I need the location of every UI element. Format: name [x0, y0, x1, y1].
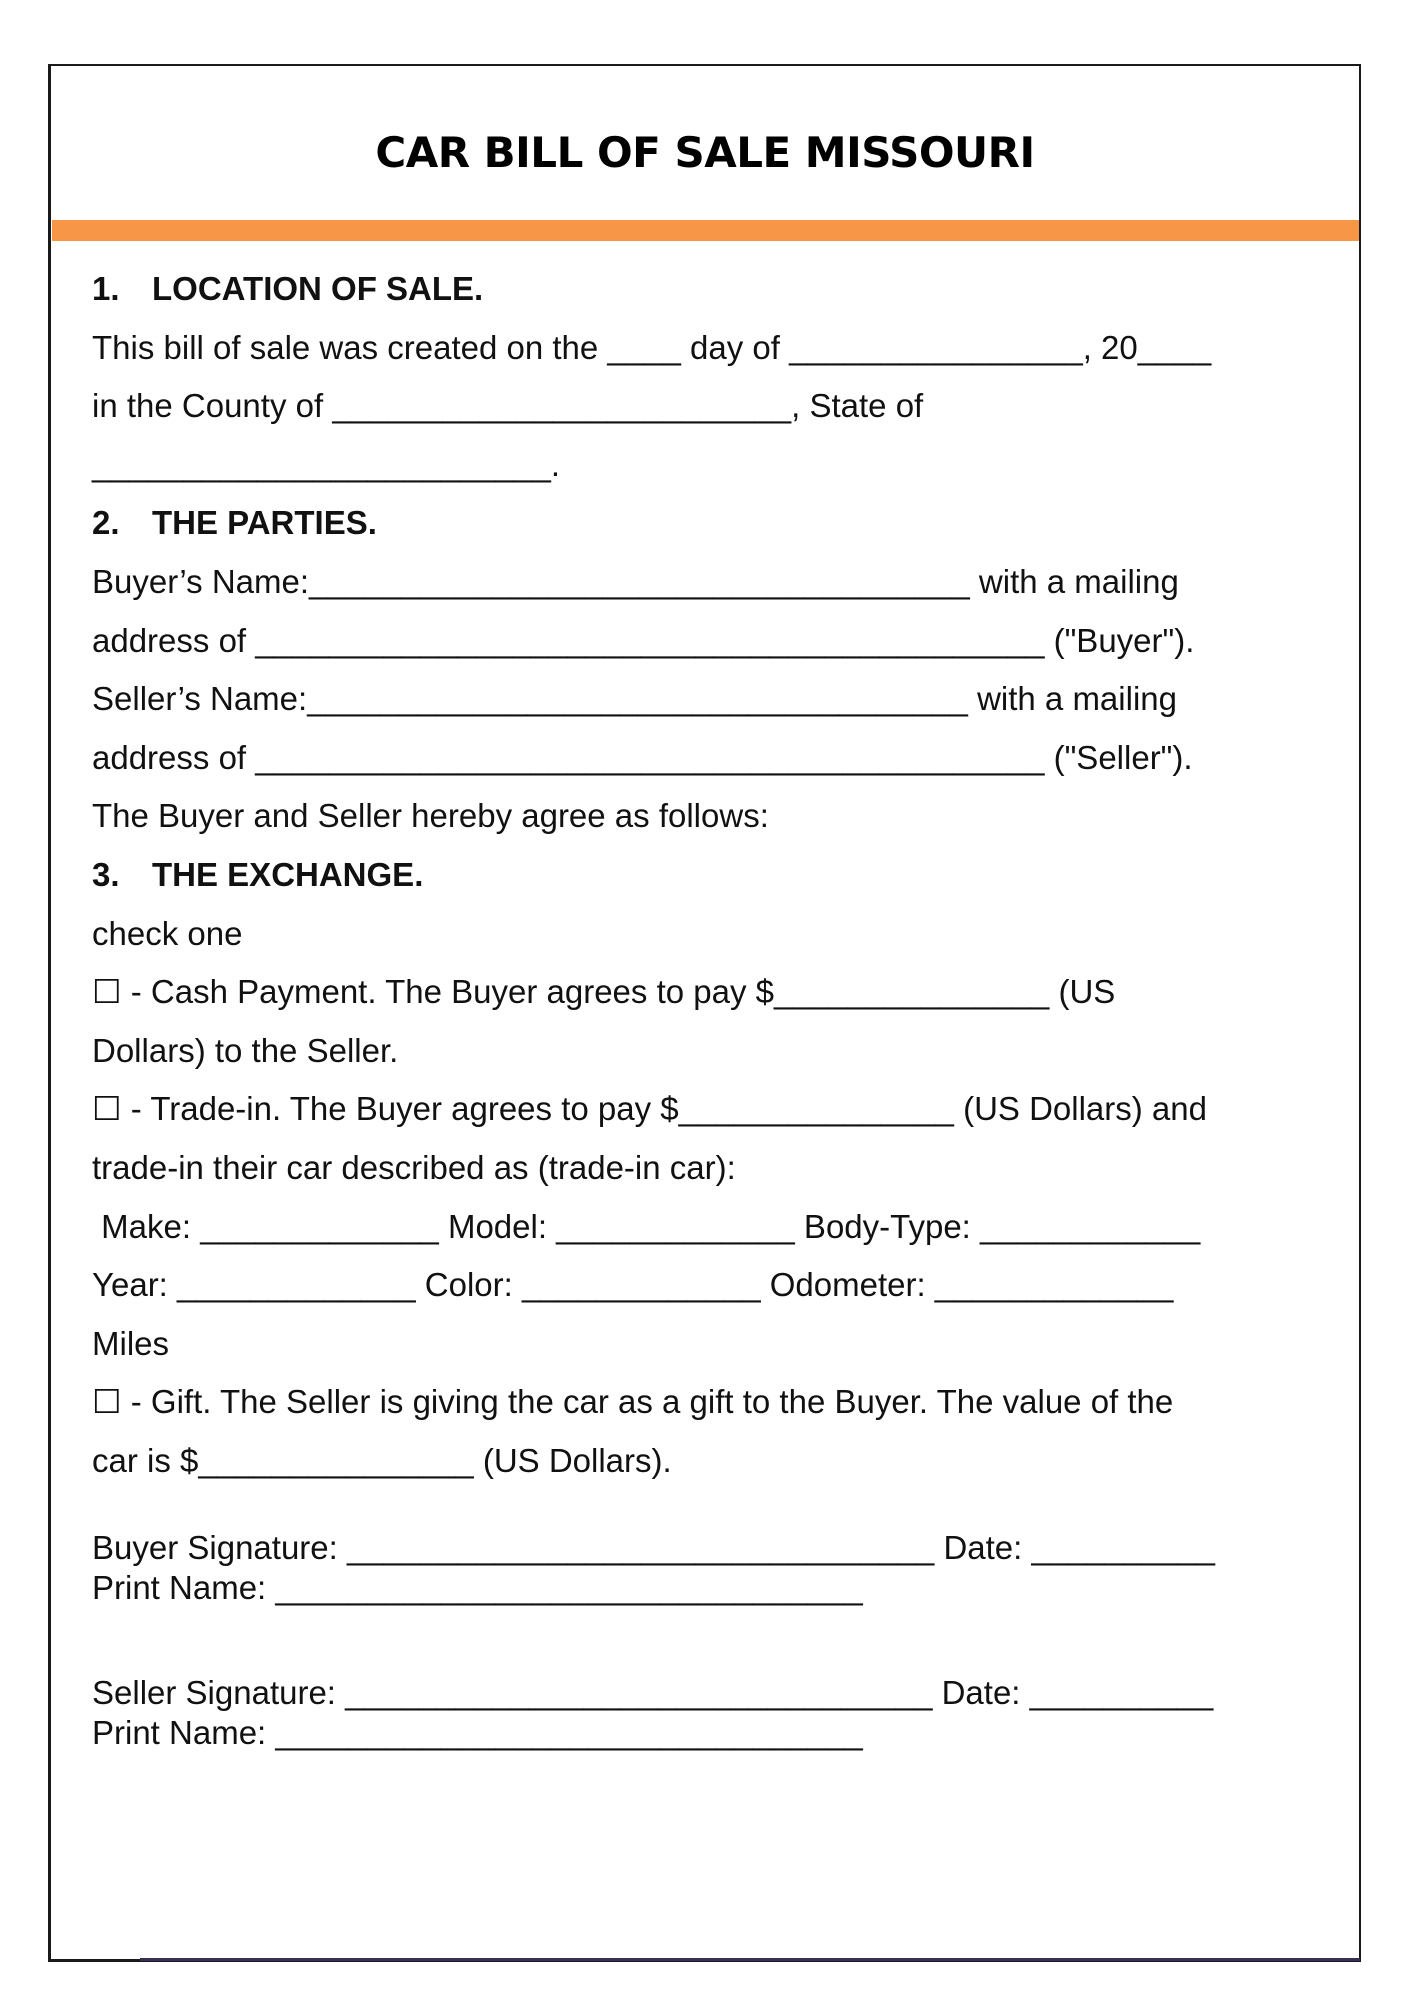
section-heading-location: [92, 260, 1342, 319]
trade-in-description: trade-in their car described as (trade-in car):: [92, 1148, 736, 1186]
trade-in-option[interactable]: [92, 1080, 1342, 1139]
seller-name-line[interactable]: Seller’s Name:____________________________________ with a mailing: [92, 680, 1177, 718]
section-title: THE PARTIES.: [152, 504, 377, 542]
section-number: 3.: [92, 855, 120, 893]
seller-address-line[interactable]: address of ___________________________________________ ("Seller").: [92, 738, 1193, 776]
section-heading-exchange: [92, 846, 1342, 905]
buyer-print-name-line[interactable]: Print Name: ________________________________: [92, 1569, 863, 1606]
section-title: LOCATION OF SALE.: [152, 270, 484, 307]
cash-payment-option[interactable]: [92, 963, 1342, 1022]
agreement-text: The Buyer and Seller hereby agree as follows:: [92, 797, 769, 835]
document-body: [92, 260, 1342, 1490]
cash-payment-checkbox[interactable]: ☐: [92, 973, 122, 1011]
trade-in-checkbox[interactable]: ☐: [92, 1090, 122, 1128]
buyer-name-line[interactable]: Buyer’s Name:____________________________________ with a mailing: [92, 562, 1179, 600]
section-number: 1.: [92, 270, 120, 307]
gift-label[interactable]: - Gift. The Seller is giving the car as a gift to the Buyer. The value of the: [121, 1383, 1174, 1421]
section-heading-parties: [92, 494, 1342, 553]
trade-in-year-color-line[interactable]: Year: _____________ Color: _____________ Odometer: _____________: [92, 1266, 1174, 1304]
seller-signature-line[interactable]: Seller Signature: ________________________________ Date: __________: [92, 1674, 1214, 1711]
section-title: THE EXCHANGE.: [152, 855, 424, 893]
county-state-line[interactable]: in the County of _________________________, State of: [92, 387, 924, 425]
buyer-signature-line[interactable]: Buyer Signature: ________________________________ Date: __________: [92, 1529, 1216, 1566]
check-one-instruction: check one: [92, 914, 243, 952]
gift-option[interactable]: [92, 1373, 1342, 1432]
orange-accent-bar: [52, 220, 1359, 241]
trade-in-make-model-line[interactable]: Make: _____________ Model: _____________ Body-Type: ____________: [92, 1207, 1201, 1245]
sale-date-line[interactable]: This bill of sale was created on the ____ day of ________________, 20____: [92, 328, 1212, 366]
bottom-border-accent: [140, 1958, 1360, 1961]
trade-in-label[interactable]: - Trade-in. The Buyer agrees to pay $_______________ (US Dollars) and: [121, 1090, 1207, 1128]
trade-in-miles-label: Miles: [92, 1324, 170, 1362]
gift-checkbox[interactable]: ☐: [92, 1383, 122, 1421]
section-number: 2.: [92, 504, 120, 542]
document-title: CAR BILL OF SALE MISSOURI: [375, 128, 1035, 177]
seller-print-name-line[interactable]: Print Name: ________________________________: [92, 1714, 863, 1751]
cash-payment-label[interactable]: - Cash Payment. The Buyer agrees to pay $_______________ (US: [121, 973, 1116, 1011]
seller-signature-block: [92, 1673, 1342, 1753]
buyer-signature-block: [92, 1528, 1342, 1608]
gift-value-line[interactable]: car is $_______________ (US Dollars).: [92, 1441, 672, 1479]
cash-payment-continuation: Dollars) to the Seller.: [92, 1031, 399, 1069]
state-blank-line[interactable]: _________________________.: [92, 445, 560, 483]
buyer-address-line[interactable]: address of ___________________________________________ ("Buyer").: [92, 621, 1195, 659]
